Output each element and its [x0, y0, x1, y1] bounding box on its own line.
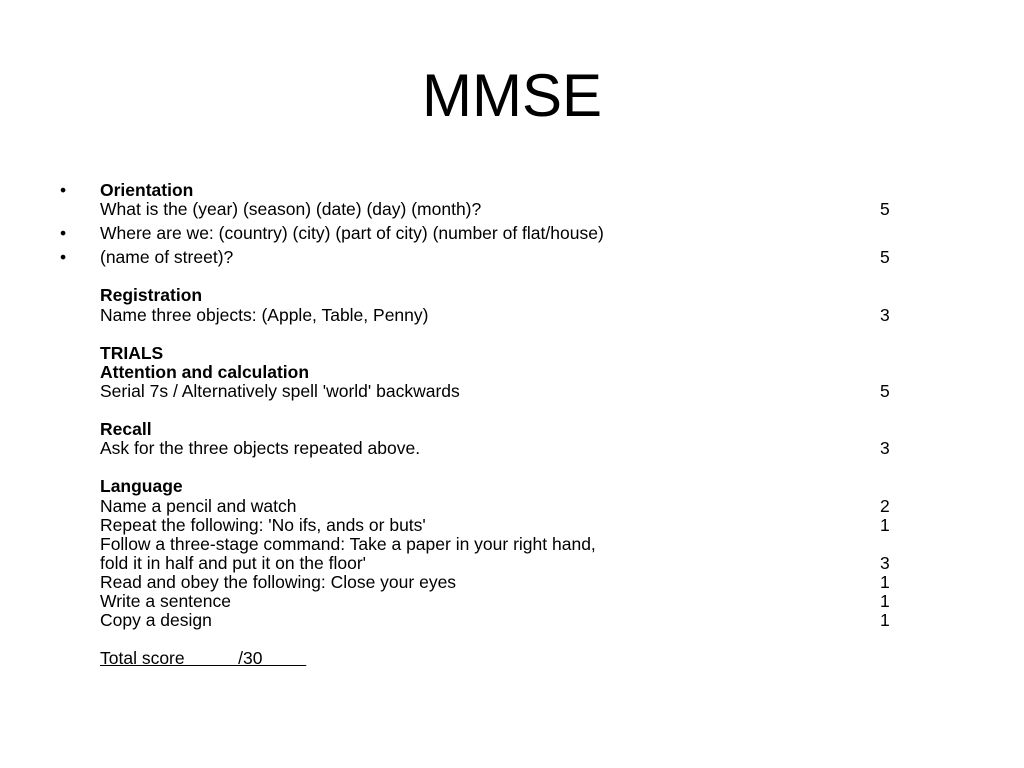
- spacer: [0, 401, 1024, 420]
- language-item-row: [0, 554, 1024, 573]
- spacer: [0, 267, 1024, 286]
- language-item-score: 1: [880, 514, 890, 535]
- attention-heading: Attention and calculation: [100, 361, 310, 382]
- language-heading-row: [0, 477, 1024, 496]
- language-item-text: fold it in half and put it on the floor': [100, 552, 367, 573]
- bullet-icon: •: [60, 223, 67, 244]
- language-item-score: 3: [880, 552, 890, 573]
- spacer: [0, 630, 1024, 649]
- language-item-text: Copy a design: [100, 610, 212, 631]
- language-item-text: Write a sentence: [100, 590, 231, 611]
- language-item-row: [0, 497, 1024, 516]
- attention-q1-row: [0, 382, 1024, 401]
- recall-q1-row: [0, 439, 1024, 458]
- orientation-heading-row: [0, 181, 1024, 200]
- orientation-q1-text: What is the (year) (season) (date) (day) (month)?: [100, 199, 482, 220]
- orientation-q1-row: [0, 200, 1024, 219]
- orientation-q3-score: 5: [880, 247, 890, 268]
- slide-title: MMSE: [422, 62, 602, 129]
- language-item-score: 1: [880, 571, 890, 592]
- language-item-text: Repeat the following: 'No ifs, ands or buts': [100, 514, 426, 535]
- total-score-row: [0, 649, 1024, 668]
- slide-content: [0, 181, 1024, 668]
- trials-heading: TRIALS: [100, 342, 164, 363]
- registration-heading-row: [0, 286, 1024, 305]
- orientation-q2-text: Where are we: (country) (city) (part of city) (number of flat/house): [100, 223, 604, 244]
- orientation-q3-row: [0, 248, 1024, 267]
- orientation-q1-score: 5: [880, 199, 890, 220]
- orientation-q2-row: [0, 224, 1024, 243]
- language-item-text: Name a pencil and watch: [100, 495, 297, 516]
- registration-q1-score: 3: [880, 304, 890, 325]
- language-item-text: Follow a three-stage command: Take a paper in your right hand,: [100, 533, 596, 554]
- recall-heading-row: [0, 420, 1024, 439]
- registration-q1-text: Name three objects: (Apple, Table, Penny): [100, 304, 429, 325]
- spacer: [0, 325, 1024, 344]
- language-item-row: [0, 592, 1024, 611]
- attention-q1-score: 5: [880, 380, 890, 401]
- attention-q1-text: Serial 7s / Alternatively spell 'world' backwards: [100, 380, 460, 401]
- language-item-score: 1: [880, 610, 890, 631]
- bullet-icon: •: [60, 180, 67, 200]
- language-item-row: [0, 535, 1024, 554]
- language-item-text: Read and obey the following: Close your eyes: [100, 571, 457, 592]
- registration-q1-row: [0, 306, 1024, 325]
- attention-heading-row: [0, 363, 1024, 382]
- orientation-heading: Orientation: [100, 180, 194, 200]
- language-item-row: [0, 611, 1024, 630]
- language-item-row: [0, 516, 1024, 535]
- spacer: [0, 458, 1024, 477]
- bullet-icon: •: [60, 247, 67, 268]
- recall-q1-text: Ask for the three objects repeated above.: [100, 438, 421, 459]
- total-score-text: Total score /30: [100, 648, 307, 669]
- trials-row: [0, 344, 1024, 363]
- registration-heading: Registration: [100, 285, 203, 306]
- recall-heading: Recall: [100, 419, 152, 440]
- language-item-row: [0, 573, 1024, 592]
- language-heading: Language: [100, 476, 183, 497]
- orientation-q3-text: (name of street)?: [100, 247, 234, 268]
- language-item-score: 1: [880, 590, 890, 611]
- recall-q1-score: 3: [880, 438, 890, 459]
- language-item-score: 2: [880, 495, 890, 516]
